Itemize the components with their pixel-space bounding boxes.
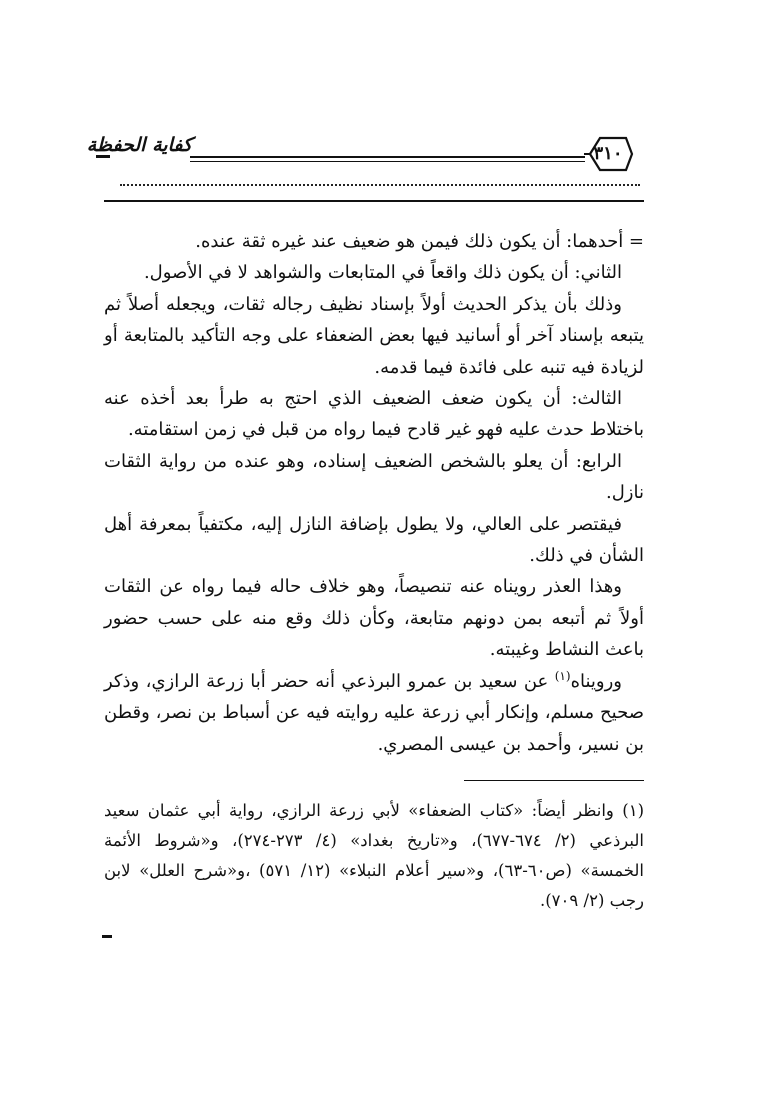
- paragraph: فيقتصر على العالي، ولا يطول بإضافة النازل إليه، مكتفياً بمعرفة أهل الشأن في ذلك.: [104, 513, 644, 567]
- paragraph: الثاني: أن يكون ذلك واقعاً في المتابعات والشواهد لا في الأصول.: [143, 262, 622, 284]
- page-number-badge: [582, 132, 634, 176]
- paragraph-rest: عن سعيد بن عمرو البرذعي أنه حضر أبا زرعة الرازي، وذكر صحيح مسلم، وإنكار أبي زرعة عليه روايته فيه عن أسباط بن نصر، وقطن بن نسير، وأحمد بن عيسى المصري.: [104, 670, 644, 755]
- book-title: كفاية الحفظة: [86, 134, 192, 156]
- paragraph: وذلك بأن يذكر الحديث أولاً بإسناد نظيف رجاله ثقات، ويجعله أصلاً ثم يتبعه بإسناد آخر أو أسانيد فيها بعض الضعفاء على وجه التأكيد بالمتابعة أو لزيادة فيه تنبه على فائدة فيما قدمه.: [104, 293, 644, 378]
- footnote-separator: [464, 780, 644, 781]
- main-text: [104, 226, 644, 760]
- paragraph: الرابع: أن يعلو بالشخص الضعيف إسناده، وهو عنده من رواية الثقات نازل.: [104, 450, 644, 504]
- paragraph: الثالث: أن يكون ضعف الضعيف الذي احتج به طرأ بعد أخذه عنه باختلاط حدث عليه فهو غير قادح فيما رواه من قبل في زمن استقامته.: [104, 388, 644, 441]
- footnote: (١) وانظر أيضاً: «كتاب الضعفاء» لأبي زرعة الرازي، رواية أبي عثمان سعيد البرذعي (٢/ ٦٧٤-٦٧٧)، و«تاريخ بغداد» (٤/ ٢٧٣-٢٧٤)، و«شروط الأئمة الخمسة» (ص٦٠-٦٣)، و«سير أعلام النبلاء» (١٢/ ٥٧١) ،و«شرح العلل» لابن رجب (٢/ ٧٠٩).: [104, 801, 644, 910]
- header-line: [190, 156, 585, 158]
- paragraph: وهذا العذر رويناه عنه تنصيصاً، وهو خلاف حاله فيما رواه عن الثقات أولاً ثم أتبعه بمن دونهم متابعة، وكأن ذلك وقع منه على حسب حضور باعث النشاط وغيبته.: [104, 576, 644, 661]
- paragraph: = أحدهما: أن يكون ذلك فيمن هو ضعيف عند غيره ثقة عنده.: [195, 231, 644, 252]
- page-header: [0, 120, 762, 200]
- paragraph-lead: ورويناه: [570, 670, 622, 692]
- header-rule: [104, 200, 644, 202]
- paragraph-with-footnote: [104, 666, 644, 760]
- page-number: ٣١٠: [593, 143, 623, 164]
- page-end-dash: [102, 935, 112, 938]
- header-line-secondary: [190, 161, 585, 162]
- footnote-reference: (١): [554, 668, 571, 683]
- title-dash: [96, 155, 110, 158]
- header-dotted-line: [120, 178, 640, 186]
